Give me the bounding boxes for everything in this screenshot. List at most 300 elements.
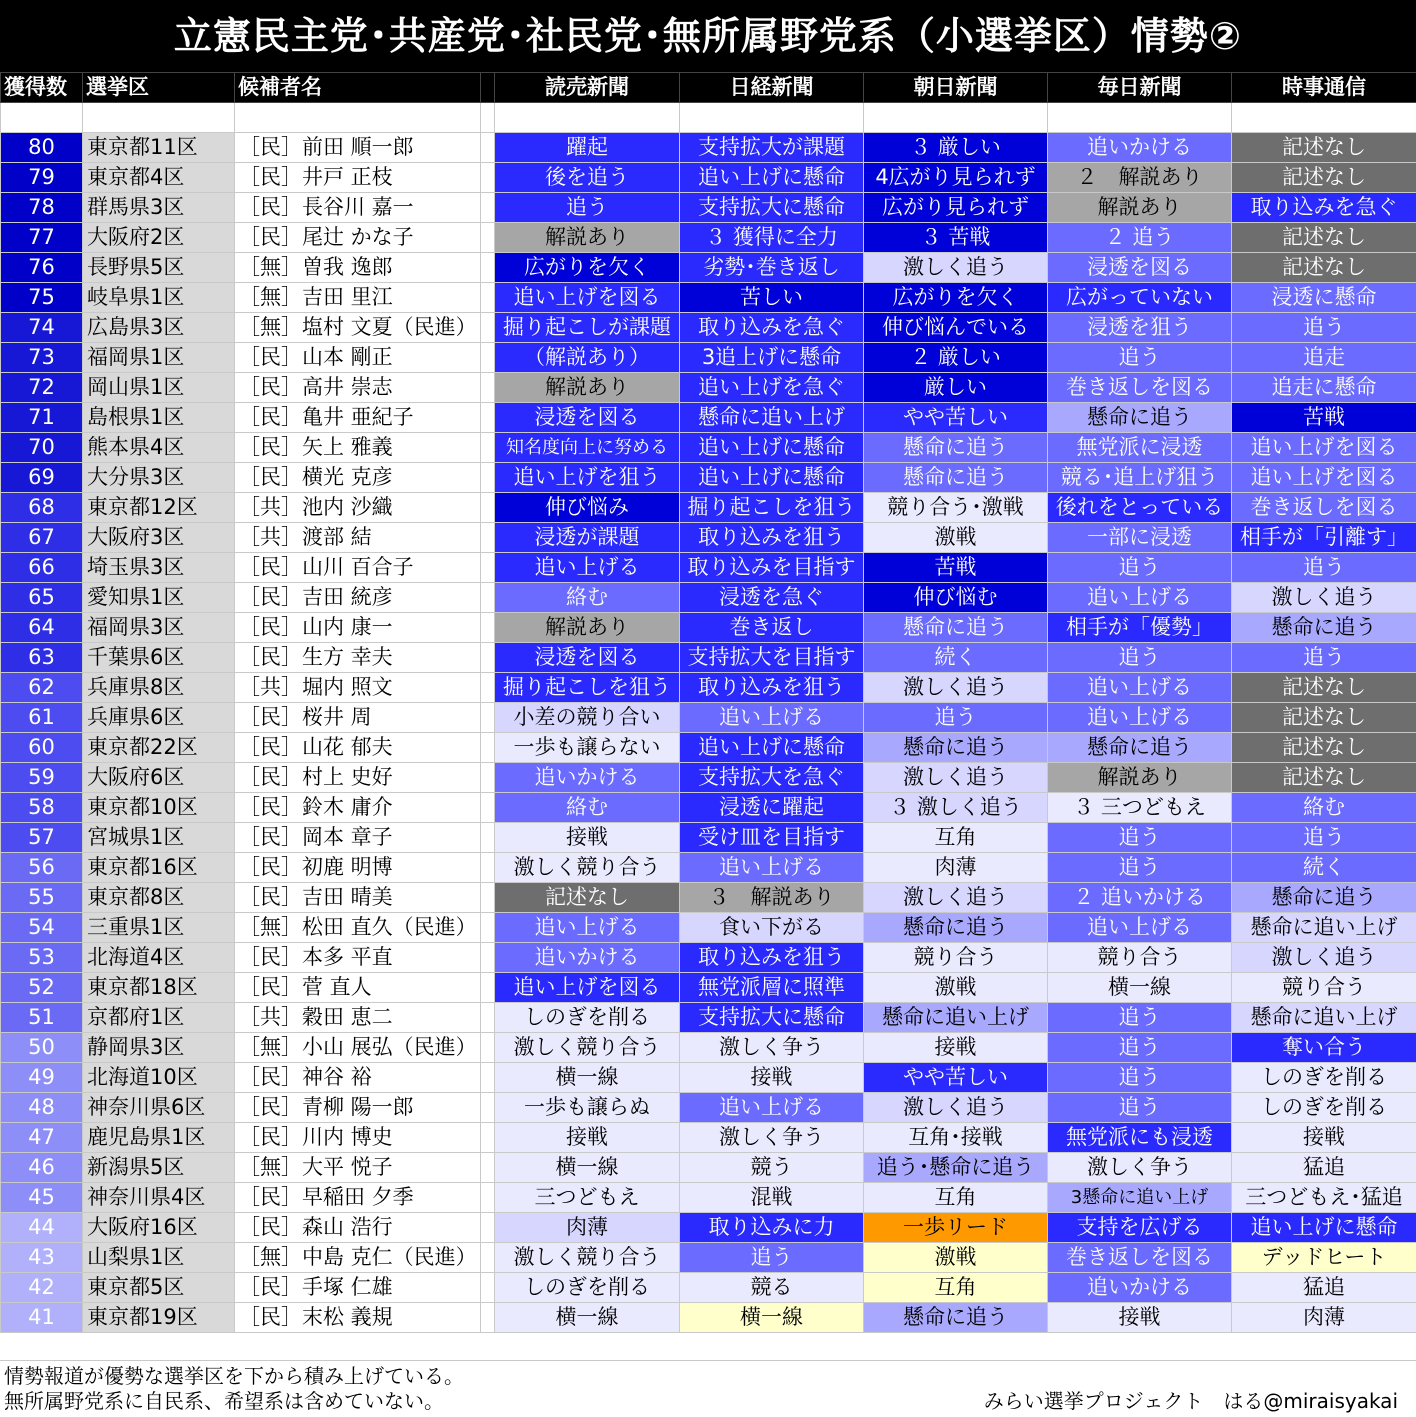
nikkei-cell: 追い上げに懸命 bbox=[680, 433, 864, 463]
seat-count-cell: 43 bbox=[1, 1243, 83, 1273]
district-cell: 熊本県4区 bbox=[83, 433, 235, 463]
mainichi-cell: 無党派にも浸透 bbox=[1048, 1123, 1232, 1153]
jiji-cell: 記述なし bbox=[1232, 253, 1416, 283]
mainichi-cell: 競り合う bbox=[1048, 943, 1232, 973]
nikkei-cell: 取り込みを急ぐ bbox=[680, 313, 864, 343]
situation-table bbox=[0, 72, 1416, 1333]
district-cell: 島根県1区 bbox=[83, 403, 235, 433]
candidate-cell: ［共］穀田 恵二 bbox=[235, 1003, 481, 1033]
header-row bbox=[1, 73, 1416, 103]
asahi-cell: 接戦 bbox=[864, 1033, 1048, 1063]
table-row bbox=[1, 313, 1416, 343]
yomiuri-cell: 追い上げを図る bbox=[495, 283, 680, 313]
yomiuri-cell: 浸透を図る bbox=[495, 403, 680, 433]
mainichi-cell: 追いかける bbox=[1048, 1273, 1232, 1303]
table-row bbox=[1, 733, 1416, 763]
nikkei-cell: 懸命に追い上げ bbox=[680, 403, 864, 433]
jiji-cell: 絡む bbox=[1232, 793, 1416, 823]
candidate-cell: ［無］松田 直久（民進） bbox=[235, 913, 481, 943]
seat-count-cell: 53 bbox=[1, 943, 83, 973]
gap-cell bbox=[481, 703, 495, 733]
candidate-cell: ［無］吉田 里江 bbox=[235, 283, 481, 313]
gap-cell bbox=[481, 223, 495, 253]
candidate-cell: ［民］長谷川 嘉一 bbox=[235, 193, 481, 223]
seat-count-cell: 56 bbox=[1, 853, 83, 883]
district-cell: 大阪府16区 bbox=[83, 1213, 235, 1243]
table-row bbox=[1, 1093, 1416, 1123]
gap-cell bbox=[481, 193, 495, 223]
table-row bbox=[1, 193, 1416, 223]
gap-cell bbox=[481, 133, 495, 163]
asahi-cell: 懸命に追う bbox=[864, 1303, 1048, 1333]
gap-cell bbox=[481, 403, 495, 433]
gap-cell bbox=[481, 493, 495, 523]
table-row bbox=[1, 673, 1416, 703]
district-cell: 東京都4区 bbox=[83, 163, 235, 193]
candidate-cell: ［無］曽我 逸郎 bbox=[235, 253, 481, 283]
district-cell: 群馬県3区 bbox=[83, 193, 235, 223]
jiji-cell: 激しく追う bbox=[1232, 583, 1416, 613]
nikkei-cell: 追い上げに懸命 bbox=[680, 163, 864, 193]
district-cell: 大阪府2区 bbox=[83, 223, 235, 253]
jiji-cell: 記述なし bbox=[1232, 223, 1416, 253]
header-candidate: 候補者名 bbox=[235, 73, 481, 103]
gap-cell bbox=[481, 973, 495, 1003]
seat-count-cell: 47 bbox=[1, 1123, 83, 1153]
candidate-cell: ［無］中島 克仁（民進） bbox=[235, 1243, 481, 1273]
gap-cell bbox=[481, 913, 495, 943]
yomiuri-cell: 追い上げる bbox=[495, 553, 680, 583]
table-row bbox=[1, 373, 1416, 403]
table-row bbox=[1, 1003, 1416, 1033]
district-cell: 東京都8区 bbox=[83, 883, 235, 913]
table-row bbox=[1, 553, 1416, 583]
table-row bbox=[1, 973, 1416, 1003]
header-yomiuri: 読売新聞 bbox=[495, 73, 680, 103]
asahi-cell: 追う bbox=[864, 703, 1048, 733]
jiji-cell: 追う bbox=[1232, 313, 1416, 343]
mainichi-cell: 追う bbox=[1048, 553, 1232, 583]
nikkei-cell: 劣勢･巻き返し bbox=[680, 253, 864, 283]
district-cell: 東京都19区 bbox=[83, 1303, 235, 1333]
seat-count-cell: 66 bbox=[1, 553, 83, 583]
yomiuri-cell: 知名度向上に努める bbox=[495, 433, 680, 463]
asahi-cell: 伸び悩んでいる bbox=[864, 313, 1048, 343]
mainichi-cell: 一部に浸透 bbox=[1048, 523, 1232, 553]
gap-cell bbox=[481, 1033, 495, 1063]
candidate-cell: ［民］矢上 雅義 bbox=[235, 433, 481, 463]
header-nikkei: 日経新聞 bbox=[680, 73, 864, 103]
table-row bbox=[1, 403, 1416, 433]
jiji-cell: 奪い合う bbox=[1232, 1033, 1416, 1063]
table-row bbox=[1, 1123, 1416, 1153]
candidate-cell: ［民］高井 崇志 bbox=[235, 373, 481, 403]
nikkei-cell: 取り込みを狙う bbox=[680, 523, 864, 553]
yomiuri-cell: 追いかける bbox=[495, 943, 680, 973]
district-cell: 神奈川県6区 bbox=[83, 1093, 235, 1123]
district-cell: 山梨県1区 bbox=[83, 1243, 235, 1273]
seat-count-cell: 79 bbox=[1, 163, 83, 193]
mainichi-cell: ２ 追いかける bbox=[1048, 883, 1232, 913]
gap-cell bbox=[481, 523, 495, 553]
jiji-cell: 三つどもえ･猛追 bbox=[1232, 1183, 1416, 1213]
district-cell: 広島県3区 bbox=[83, 313, 235, 343]
jiji-cell: 肉薄 bbox=[1232, 1303, 1416, 1333]
yomiuri-cell: 接戦 bbox=[495, 1123, 680, 1153]
gap-cell bbox=[481, 1063, 495, 1093]
gap-cell bbox=[481, 1003, 495, 1033]
nikkei-cell: 取り込みを狙う bbox=[680, 673, 864, 703]
asahi-cell: 互角 bbox=[864, 1273, 1048, 1303]
asahi-cell: 追う･懸命に追う bbox=[864, 1153, 1048, 1183]
table-row bbox=[1, 1213, 1416, 1243]
seat-count-cell: 51 bbox=[1, 1003, 83, 1033]
mainichi-cell: 解説あり bbox=[1048, 193, 1232, 223]
candidate-cell: ［民］生方 幸夫 bbox=[235, 643, 481, 673]
jiji-cell: デッドヒート bbox=[1232, 1243, 1416, 1273]
table-row bbox=[1, 883, 1416, 913]
mainichi-cell: 追う bbox=[1048, 343, 1232, 373]
mainichi-cell: 追い上げる bbox=[1048, 913, 1232, 943]
seat-count-cell: 65 bbox=[1, 583, 83, 613]
seat-count-cell: 58 bbox=[1, 793, 83, 823]
gap-cell bbox=[481, 1123, 495, 1153]
mainichi-cell: 追い上げる bbox=[1048, 673, 1232, 703]
table-row bbox=[1, 823, 1416, 853]
nikkei-cell: 混戦 bbox=[680, 1183, 864, 1213]
nikkei-cell: 掘り起こしを狙う bbox=[680, 493, 864, 523]
asahi-cell: 懸命に追う bbox=[864, 613, 1048, 643]
gap-cell bbox=[481, 343, 495, 373]
asahi-cell: ２ 厳しい bbox=[864, 343, 1048, 373]
page-title: 立憲民主党･共産党･社民党･無所属野党系（小選挙区）情勢② bbox=[0, 0, 1416, 72]
nikkei-cell: 激しく争う bbox=[680, 1123, 864, 1153]
candidate-cell: ［民］初鹿 明博 bbox=[235, 853, 481, 883]
nikkei-cell: 追う bbox=[680, 1243, 864, 1273]
yomiuri-cell: 躍起 bbox=[495, 133, 680, 163]
yomiuri-cell: 絡む bbox=[495, 583, 680, 613]
mainichi-cell: 追いかける bbox=[1048, 133, 1232, 163]
candidate-cell: ［民］山本 剛正 bbox=[235, 343, 481, 373]
seat-count-cell: 76 bbox=[1, 253, 83, 283]
seat-count-cell: 52 bbox=[1, 973, 83, 1003]
jiji-cell: 追う bbox=[1232, 553, 1416, 583]
asahi-cell: 激しく追う bbox=[864, 1093, 1048, 1123]
gap-cell bbox=[481, 613, 495, 643]
candidate-cell: ［民］山花 郁夫 bbox=[235, 733, 481, 763]
district-cell: 福岡県1区 bbox=[83, 343, 235, 373]
seat-count-cell: 61 bbox=[1, 703, 83, 733]
seat-count-cell: 60 bbox=[1, 733, 83, 763]
mainichi-cell: 追う bbox=[1048, 1063, 1232, 1093]
seat-count-cell: 78 bbox=[1, 193, 83, 223]
table-row bbox=[1, 433, 1416, 463]
nikkei-cell: 苦しい bbox=[680, 283, 864, 313]
nikkei-cell: 激しく争う bbox=[680, 1033, 864, 1063]
seat-count-cell: 71 bbox=[1, 403, 83, 433]
mainichi-cell: 横一線 bbox=[1048, 973, 1232, 1003]
mainichi-cell: 広がっていない bbox=[1048, 283, 1232, 313]
seat-count-cell: 41 bbox=[1, 1303, 83, 1333]
candidate-cell: ［民］山川 百合子 bbox=[235, 553, 481, 583]
asahi-cell: やや苦しい bbox=[864, 1063, 1048, 1093]
seat-count-cell: 54 bbox=[1, 913, 83, 943]
mainichi-cell: 浸透を図る bbox=[1048, 253, 1232, 283]
jiji-cell: 苦戦 bbox=[1232, 403, 1416, 433]
footer-credit: みらい選挙プロジェクト はる@miraisyakai bbox=[983, 1389, 1398, 1413]
district-cell: 東京都18区 bbox=[83, 973, 235, 1003]
gap-cell bbox=[481, 283, 495, 313]
yomiuri-cell: 追い上げる bbox=[495, 913, 680, 943]
asahi-cell: ３ 激しく追う bbox=[864, 793, 1048, 823]
footer-note-2: 無所属野党系に自民系、希望系は含めていない。 bbox=[4, 1389, 444, 1413]
jiji-cell: 追う bbox=[1232, 823, 1416, 853]
seat-count-cell: 77 bbox=[1, 223, 83, 253]
yomiuri-cell: 記述なし bbox=[495, 883, 680, 913]
asahi-cell: 懸命に追う bbox=[864, 733, 1048, 763]
gap-cell bbox=[481, 853, 495, 883]
yomiuri-cell: 伸び悩み bbox=[495, 493, 680, 523]
mainichi-cell: 追い上げる bbox=[1048, 703, 1232, 733]
district-cell: 新潟県5区 bbox=[83, 1153, 235, 1183]
jiji-cell: しのぎを削る bbox=[1232, 1093, 1416, 1123]
yomiuri-cell: 後を追う bbox=[495, 163, 680, 193]
candidate-cell: ［民］末松 義規 bbox=[235, 1303, 481, 1333]
mainichi-cell: 追う bbox=[1048, 643, 1232, 673]
mainichi-cell: 相手が「優勢」 bbox=[1048, 613, 1232, 643]
nikkei-cell: 支持拡大が課題 bbox=[680, 133, 864, 163]
seat-count-cell: 50 bbox=[1, 1033, 83, 1063]
yomiuri-cell: 広がりを欠く bbox=[495, 253, 680, 283]
gap-cell bbox=[481, 823, 495, 853]
asahi-cell: 肉薄 bbox=[864, 853, 1048, 883]
candidate-cell: ［民］岡本 章子 bbox=[235, 823, 481, 853]
candidate-cell: ［民］神谷 裕 bbox=[235, 1063, 481, 1093]
nikkei-cell: 3追上げに懸命 bbox=[680, 343, 864, 373]
header-gap bbox=[481, 73, 495, 103]
table-row bbox=[1, 1063, 1416, 1093]
mainichi-cell: 追う bbox=[1048, 1003, 1232, 1033]
mainichi-cell: 懸命に追う bbox=[1048, 403, 1232, 433]
asahi-cell: 4広がり見られず bbox=[864, 163, 1048, 193]
gap-cell bbox=[481, 1183, 495, 1213]
jiji-cell: しのぎを削る bbox=[1232, 1063, 1416, 1093]
footer-divider bbox=[0, 1360, 1416, 1361]
gap-cell bbox=[481, 1213, 495, 1243]
nikkei-cell: 支持拡大に懸命 bbox=[680, 1003, 864, 1033]
jiji-cell: 猛追 bbox=[1232, 1153, 1416, 1183]
jiji-cell: 記述なし bbox=[1232, 163, 1416, 193]
candidate-cell: ［民］川内 博史 bbox=[235, 1123, 481, 1153]
header-asahi: 朝日新聞 bbox=[864, 73, 1048, 103]
gap-cell bbox=[481, 673, 495, 703]
mainichi-cell: 追う bbox=[1048, 823, 1232, 853]
jiji-cell: 懸命に追い上げ bbox=[1232, 913, 1416, 943]
candidate-cell: ［民］吉田 統彦 bbox=[235, 583, 481, 613]
asahi-cell: 伸び悩む bbox=[864, 583, 1048, 613]
jiji-cell: 追い上げに懸命 bbox=[1232, 1213, 1416, 1243]
yomiuri-cell: 激しく競り合う bbox=[495, 1033, 680, 1063]
nikkei-cell: 追い上げに懸命 bbox=[680, 463, 864, 493]
table-row bbox=[1, 793, 1416, 823]
mainichi-cell: 浸透を狙う bbox=[1048, 313, 1232, 343]
gap-cell bbox=[481, 463, 495, 493]
asahi-cell: 競り合う bbox=[864, 943, 1048, 973]
nikkei-cell: 取り込みに力 bbox=[680, 1213, 864, 1243]
jiji-cell: 追走 bbox=[1232, 343, 1416, 373]
mainichi-cell: 懸命に追う bbox=[1048, 733, 1232, 763]
table-row bbox=[1, 1273, 1416, 1303]
yomiuri-cell: 激しく競り合う bbox=[495, 853, 680, 883]
table-row bbox=[1, 1303, 1416, 1333]
district-cell: 静岡県3区 bbox=[83, 1033, 235, 1063]
seat-count-cell: 67 bbox=[1, 523, 83, 553]
asahi-cell: 激しく追う bbox=[864, 763, 1048, 793]
nikkei-cell: 競う bbox=[680, 1153, 864, 1183]
district-cell: 千葉県6区 bbox=[83, 643, 235, 673]
table-row bbox=[1, 853, 1416, 883]
jiji-cell: 追い上げを図る bbox=[1232, 433, 1416, 463]
seat-count-cell: 46 bbox=[1, 1153, 83, 1183]
jiji-cell: 懸命に追い上げ bbox=[1232, 1003, 1416, 1033]
mainichi-cell: 競る･追上げ狙う bbox=[1048, 463, 1232, 493]
seat-count-cell: 59 bbox=[1, 763, 83, 793]
gap-cell bbox=[481, 163, 495, 193]
candidate-cell: ［無］小山 展弘（民進） bbox=[235, 1033, 481, 1063]
asahi-cell: 懸命に追い上げ bbox=[864, 1003, 1048, 1033]
gap-cell bbox=[481, 943, 495, 973]
asahi-cell: 懸命に追う bbox=[864, 433, 1048, 463]
nikkei-cell: 浸透に躍起 bbox=[680, 793, 864, 823]
district-cell: 福岡県3区 bbox=[83, 613, 235, 643]
nikkei-cell: 支持拡大を目指す bbox=[680, 643, 864, 673]
jiji-cell: 懸命に追う bbox=[1232, 883, 1416, 913]
table-row bbox=[1, 223, 1416, 253]
mainichi-cell: 解説あり bbox=[1048, 763, 1232, 793]
nikkei-cell: 食い下がる bbox=[680, 913, 864, 943]
yomiuri-cell: 掘り起こしを狙う bbox=[495, 673, 680, 703]
asahi-cell: 競り合う･激戦 bbox=[864, 493, 1048, 523]
yomiuri-cell: 追う bbox=[495, 193, 680, 223]
yomiuri-cell: 激しく競り合う bbox=[495, 1243, 680, 1273]
district-cell: 鹿児島県1区 bbox=[83, 1123, 235, 1153]
asahi-cell: 激戦 bbox=[864, 523, 1048, 553]
gap-cell bbox=[481, 883, 495, 913]
asahi-cell: ３ 苦戦 bbox=[864, 223, 1048, 253]
mainichi-cell: 後れをとっている bbox=[1048, 493, 1232, 523]
district-cell: 東京都5区 bbox=[83, 1273, 235, 1303]
seat-count-cell: 68 bbox=[1, 493, 83, 523]
table-row bbox=[1, 763, 1416, 793]
district-cell: 東京都16区 bbox=[83, 853, 235, 883]
district-cell: 東京都11区 bbox=[83, 133, 235, 163]
jiji-cell: 追う bbox=[1232, 643, 1416, 673]
jiji-cell: 記述なし bbox=[1232, 673, 1416, 703]
mainichi-cell: ２ 解説あり bbox=[1048, 163, 1232, 193]
table-row bbox=[1, 1033, 1416, 1063]
seat-count-cell: 62 bbox=[1, 673, 83, 703]
gap-cell bbox=[481, 313, 495, 343]
asahi-cell: 懸命に追う bbox=[864, 913, 1048, 943]
asahi-cell: ３ 厳しい bbox=[864, 133, 1048, 163]
seat-count-cell: 70 bbox=[1, 433, 83, 463]
candidate-cell: ［民］村上 史好 bbox=[235, 763, 481, 793]
nikkei-cell: 追い上げを急ぐ bbox=[680, 373, 864, 403]
seat-count-cell: 63 bbox=[1, 643, 83, 673]
jiji-cell: 追走に懸命 bbox=[1232, 373, 1416, 403]
yomiuri-cell: しのぎを削る bbox=[495, 1003, 680, 1033]
district-cell: 東京都12区 bbox=[83, 493, 235, 523]
asahi-cell: 懸命に追う bbox=[864, 463, 1048, 493]
mainichi-cell: 巻き返しを図る bbox=[1048, 373, 1232, 403]
yomiuri-cell: 浸透が課題 bbox=[495, 523, 680, 553]
candidate-cell: ［無］塩村 文夏（民進） bbox=[235, 313, 481, 343]
nikkei-cell: ３ 解説あり bbox=[680, 883, 864, 913]
candidate-cell: ［民］青柳 陽一郎 bbox=[235, 1093, 481, 1123]
table-row bbox=[1, 583, 1416, 613]
mainichi-cell: ３ 三つどもえ bbox=[1048, 793, 1232, 823]
asahi-cell: 互角 bbox=[864, 1183, 1048, 1213]
gap-cell bbox=[481, 643, 495, 673]
gap-cell bbox=[481, 1273, 495, 1303]
seat-count-cell: 45 bbox=[1, 1183, 83, 1213]
asahi-cell: 激しく追う bbox=[864, 253, 1048, 283]
gap-cell bbox=[481, 1303, 495, 1333]
candidate-cell: ［民］亀井 亜紀子 bbox=[235, 403, 481, 433]
nikkei-cell: 追い上げる bbox=[680, 1093, 864, 1123]
mainichi-cell: 接戦 bbox=[1048, 1303, 1232, 1333]
yomiuri-cell: 小差の競り合い bbox=[495, 703, 680, 733]
gap-cell bbox=[481, 583, 495, 613]
seat-count-cell: 42 bbox=[1, 1273, 83, 1303]
jiji-cell: 猛追 bbox=[1232, 1273, 1416, 1303]
yomiuri-cell: 横一線 bbox=[495, 1303, 680, 1333]
yomiuri-cell: 一歩も譲らぬ bbox=[495, 1093, 680, 1123]
nikkei-cell: 取り込みを狙う bbox=[680, 943, 864, 973]
gap-cell bbox=[481, 793, 495, 823]
nikkei-cell: 受け皿を目指す bbox=[680, 823, 864, 853]
nikkei-cell: 取り込みを目指す bbox=[680, 553, 864, 583]
jiji-cell: 懸命に追う bbox=[1232, 613, 1416, 643]
candidate-cell: ［民］井戸 正枝 bbox=[235, 163, 481, 193]
header-num: 獲得数 bbox=[1, 73, 83, 103]
table-row bbox=[1, 943, 1416, 973]
district-cell: 愛知県1区 bbox=[83, 583, 235, 613]
nikkei-cell: ３ 獲得に全力 bbox=[680, 223, 864, 253]
candidate-cell: ［民］手塚 仁雄 bbox=[235, 1273, 481, 1303]
jiji-cell: 記述なし bbox=[1232, 733, 1416, 763]
gap-cell bbox=[481, 433, 495, 463]
yomiuri-cell: 接戦 bbox=[495, 823, 680, 853]
jiji-cell: 続く bbox=[1232, 853, 1416, 883]
gap-cell bbox=[481, 253, 495, 283]
district-cell: 大阪府3区 bbox=[83, 523, 235, 553]
jiji-cell: 記述なし bbox=[1232, 703, 1416, 733]
mainichi-cell: 追う bbox=[1048, 1093, 1232, 1123]
yomiuri-cell: 浸透を図る bbox=[495, 643, 680, 673]
header-district: 選挙区 bbox=[83, 73, 235, 103]
nikkei-cell: 無党派層に照準 bbox=[680, 973, 864, 1003]
nikkei-cell: 支持拡大に懸命 bbox=[680, 193, 864, 223]
table-row bbox=[1, 1183, 1416, 1213]
jiji-cell: 相手が「引離す」 bbox=[1232, 523, 1416, 553]
asahi-cell: 厳しい bbox=[864, 373, 1048, 403]
nikkei-cell: 追い上げる bbox=[680, 703, 864, 733]
table-row bbox=[1, 463, 1416, 493]
yomiuri-cell: 追い上げを図る bbox=[495, 973, 680, 1003]
yomiuri-cell: 掘り起こしが課題 bbox=[495, 313, 680, 343]
candidate-cell: ［民］尾辻 かな子 bbox=[235, 223, 481, 253]
